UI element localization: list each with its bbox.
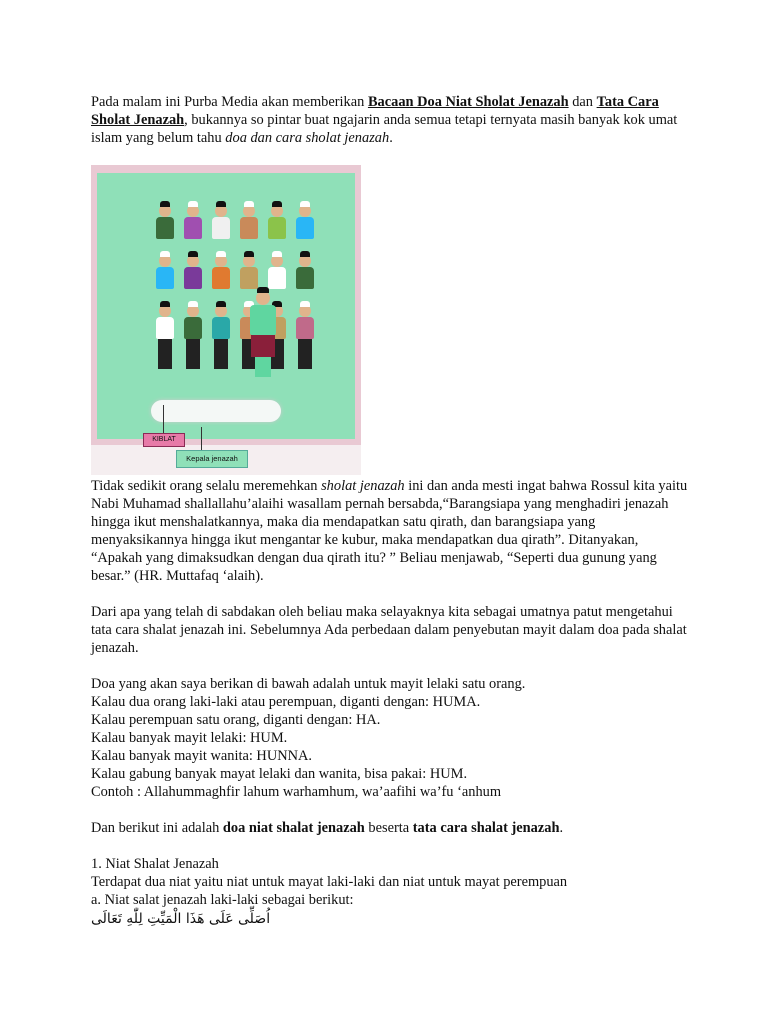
praying-figure — [155, 205, 175, 239]
praying-figure — [155, 255, 175, 289]
hadith-italic: sholat jenazah — [321, 478, 405, 494]
arrow-kiblat — [163, 405, 164, 433]
rule-line: Doa yang akan saya berikan di bawah adalah untuk mayit lelaki satu orang. — [91, 676, 526, 692]
praying-figure — [295, 255, 315, 289]
praying-figure — [239, 255, 259, 289]
praying-figure — [183, 255, 203, 289]
praying-figure — [211, 305, 231, 369]
para3-text: Dan berikut ini adalah — [91, 820, 223, 836]
rule-line: Kalau perempuan satu orang, diganti dengan: HA. — [91, 712, 381, 728]
praying-figure — [211, 255, 231, 289]
arrow-kepala — [201, 427, 202, 450]
label-kepala-jenazah: Kepala jenazah — [176, 450, 248, 468]
rule-line: Kalau banyak mayit lelaki: HUM. — [91, 730, 288, 746]
paragraph-3 — [91, 819, 691, 837]
praying-figure — [183, 205, 203, 239]
intro-text: , bukannya so pintar buat ngajarin anda semua tetapi ternyata masih banyak kok umat islam yang belum tahu — [91, 112, 678, 146]
praying-figure — [295, 305, 315, 369]
praying-figure — [267, 255, 287, 289]
paragraph-2: Dari apa yang telah di sabdakan oleh beliau maka selayaknya kita sebagai umatnya patut mengetahui tata cara shalat jenazah ini. Sebelumnya Ada perbedaan dalam penyebutan mayit dalam doa pada shalat jenazah. — [91, 604, 687, 656]
hadith-paragraph — [91, 477, 691, 585]
praying-figure — [211, 205, 231, 239]
rule-line: Kalau dua orang laki-laki atau perempuan, diganti dengan: HUMA. — [91, 694, 481, 710]
intro-text: Pada malam ini Purba Media akan memberikan — [91, 94, 368, 110]
imam-figure — [249, 291, 277, 377]
rule-line: Kalau gabung banyak mayat lelaki dan wanita, bisa pakai: HUM. — [91, 766, 468, 782]
praying-figure — [155, 305, 175, 369]
intro-paragraph — [91, 93, 691, 147]
praying-figure — [239, 205, 259, 239]
intro-italic: doa dan cara sholat jenazah — [225, 130, 390, 146]
jenazah-body — [151, 400, 281, 422]
para3-text: . — [559, 820, 564, 836]
section-line: a. Niat salat jenazah laki-laki sebagai berikut: — [91, 892, 354, 908]
para3-bold: tata cara shalat jenazah — [412, 820, 560, 836]
link-tata-cara[interactable]: Tata Cara Sholat Jenazah — [91, 94, 659, 128]
intro-text: . — [389, 130, 393, 146]
hadith-text: ini dan anda mesti ingat bahwa Rossul kita yaitu Nabi Muhamad shallallahu’alaihi wasallam pernah bersabda,“Barangsiapa yang menghadiri jenazah hingga ikut menshalatkannya, maka dia mendapatkan satu qirath, dan barangsiapa yang menyaksikannya hingga ikut mengantar ke kubur, maka mendapatkan dua qirath”. Ditanyakan, “Apakah yang dimaksudkan dengan dua qirath itu? ” Beliau menjawab, “Seperti dua gunung yang besar.” (HR. Muttafaq ‘alaih). — [91, 478, 688, 584]
para3-bold: doa niat shalat jenazah — [222, 820, 365, 836]
link-bacaan-doa[interactable]: Bacaan Doa Niat Sholat Jenazah — [367, 94, 569, 110]
section-line: Terdapat dua niat yaitu niat untuk mayat laki-laki dan niat untuk mayat perempuan — [91, 874, 568, 890]
shalat-jenazah-illustration — [91, 165, 361, 475]
intro-text: dan — [568, 94, 597, 110]
document-page — [91, 93, 691, 929]
arabic-niat-text: اُصَلِّى عَلَى هَذَا الْمَيِّتِ لِلّٰهِ تَعَالَى — [91, 911, 271, 927]
rules-list — [91, 675, 691, 801]
label-kiblat: KIBLAT — [143, 433, 185, 447]
praying-figure — [267, 205, 287, 239]
praying-figure — [295, 205, 315, 239]
hadith-text: Tidak sedikit orang selalu meremehkan — [91, 478, 322, 494]
rule-line: Contoh : Allahummaghfir lahum warhamhum, wa’aafihi wa’fu ‘anhum — [91, 784, 502, 800]
para3-text: beserta — [364, 820, 413, 836]
praying-figure — [183, 305, 203, 369]
rule-line: Kalau banyak mayit wanita: HUNNA. — [91, 748, 312, 764]
section-heading: 1. Niat Shalat Jenazah — [91, 856, 219, 872]
